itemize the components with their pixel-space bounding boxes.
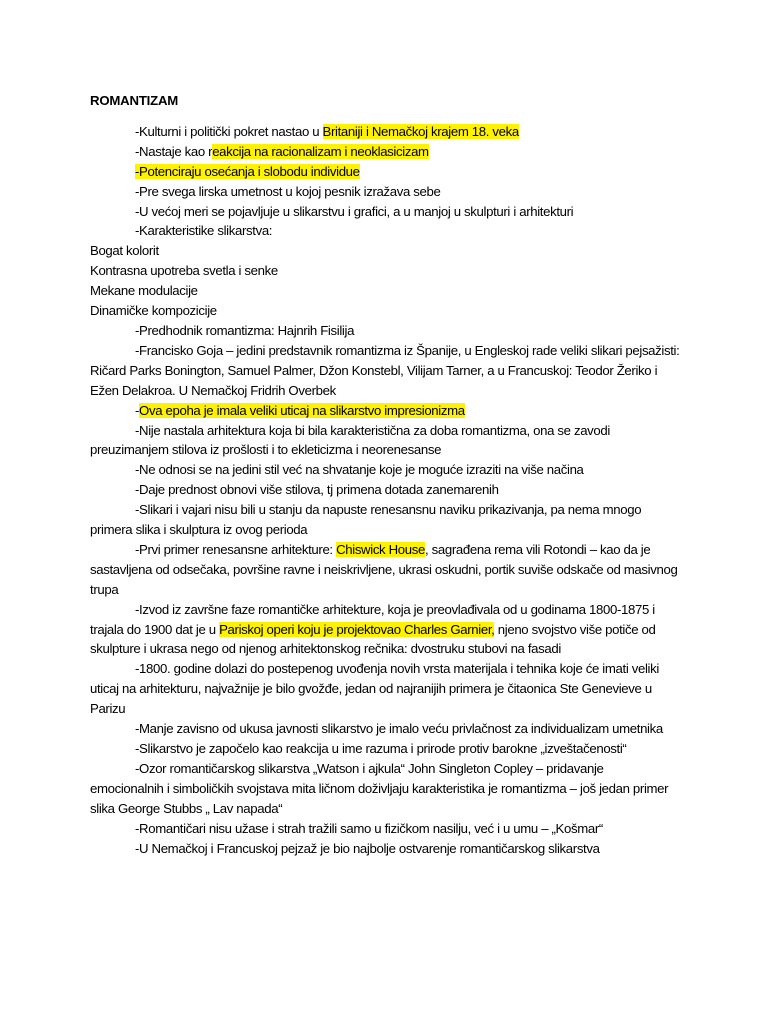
paragraph bbox=[90, 122, 680, 142]
highlighted-text: Ova epoha je imala veliki uticaj na slikarstvo impresionizma bbox=[139, 402, 465, 418]
paragraph-list bbox=[90, 122, 680, 859]
paragraph bbox=[90, 261, 680, 281]
paragraph bbox=[90, 480, 680, 500]
document-body bbox=[90, 91, 680, 858]
paragraph bbox=[90, 301, 680, 321]
paragraph-text: Mekane modulacije bbox=[90, 283, 198, 299]
paragraph bbox=[90, 540, 680, 600]
paragraph bbox=[90, 202, 680, 222]
paragraph-text: - bbox=[135, 402, 140, 418]
paragraph bbox=[90, 719, 680, 739]
paragraph bbox=[90, 142, 680, 162]
paragraph-text: -Kulturni i politički pokret nastao u bbox=[135, 123, 323, 139]
paragraph-text: -U većoj meri se pojavljuje u slikarstvu i grafici, a u manjoj u skulpturi i arhitekturi bbox=[135, 203, 574, 219]
paragraph bbox=[90, 839, 680, 859]
paragraph bbox=[90, 819, 680, 839]
paragraph-text: -Ne odnosi se na jedini stil već na shvatanje koje je moguće izraziti na više načina bbox=[135, 462, 584, 478]
paragraph-text: -Nije nastala arhitektura koja bi bila karakteristična za doba romantizma, ona se zavodi preuzimanjem stilova iz prošlosti i to ekleticizma i neorenesanse bbox=[90, 422, 610, 458]
paragraph bbox=[90, 600, 680, 660]
paragraph-text: -Romantičari nisu užase i strah tražili samo u fizičkom nasilju, već i u umu – „Košmar“ bbox=[135, 820, 603, 836]
paragraph bbox=[90, 162, 680, 182]
highlighted-text: eakcija na racionalizam i neoklasicizam bbox=[212, 143, 429, 159]
paragraph bbox=[90, 281, 680, 301]
paragraph bbox=[90, 341, 680, 401]
paragraph bbox=[90, 759, 680, 819]
paragraph bbox=[90, 221, 680, 241]
paragraph-text: -Slikari i vajari nisu bili u stanju da napuste renesansnu naviku prikazivanja, pa nema mnogo primera slika i skulptura iz ovog perioda bbox=[90, 502, 642, 538]
document-title: ROMANTIZAM bbox=[90, 93, 179, 108]
paragraph-text: -U Nemačkoj i Francuskoj pejzaž je bio najbolje ostvarenje romantičarskog slikarstva bbox=[135, 840, 600, 856]
highlighted-text: -Potenciraju osećanja i slobodu individue bbox=[135, 163, 360, 179]
paragraph-text: -Nastaje kao r bbox=[135, 143, 213, 159]
paragraph bbox=[90, 460, 680, 480]
paragraph-text: -Prvi primer renesansne arhitekture: bbox=[135, 541, 337, 557]
paragraph-text: njeno svojstvo više potiče od skulpture i ukrasa nego od njenog arhitektonskog rečnika: dvostruku stubovi na fasadi bbox=[90, 621, 656, 657]
highlighted-text: Britaniji i Nemačkoj krajem 18. veka bbox=[322, 123, 519, 139]
paragraph bbox=[90, 500, 680, 540]
paragraph-text: -Pre svega lirska umetnost u kojoj pesnik izražava sebe bbox=[135, 183, 441, 199]
paragraph-text: -Predhodnik romantizma: Hajnrih Fisilija bbox=[135, 322, 355, 338]
paragraph bbox=[90, 401, 680, 421]
paragraph-text: -Francisko Goja – jedini predstavnik romantizma iz Španije, u Engleskoj rade veliki slikari pejsažisti: Ričard Parks Bonington, Samuel Palmer, Džon Konstebl, Vilijam Tarner, a u Francuskoj: Teodor Žeriko i Ežen Delakroa. U Nemačkoj Fridrih Overbek bbox=[90, 342, 680, 398]
paragraph-text: -1800. godine dolazi do postepenog uvođenja novih vrsta materijala i tehnika koje će imati veliki uticaj na arhitekturu, najvažnije je bilo gvožđe, jedan od najranijih primera je čitaonica Ste Genevieve u Parizu bbox=[90, 661, 659, 717]
paragraph bbox=[90, 241, 680, 261]
paragraph-text: -Slikarstvo je započelo kao reakcija u ime razuma i prirode protiv barokne „izveštačenosti“ bbox=[135, 741, 627, 756]
paragraph bbox=[90, 739, 680, 759]
paragraph-text: -Manje zavisno od ukusa javnosti slikarstvo je imalo veću privlačnost za individualizam umetnika bbox=[135, 721, 663, 737]
paragraph bbox=[90, 321, 680, 341]
paragraph-text: Dinamičke kompozicije bbox=[90, 303, 217, 319]
paragraph bbox=[90, 421, 680, 461]
paragraph-text: -Ozor romantičarskog slikarstva „Watson i ajkula“ John Singleton Copley – pridavanje emocionalnih i simboličkih svojstava mita ličnom doživljaju karakteristika je romantizma – još jedan primer slika George Stubbs „ Lav napada“ bbox=[90, 760, 669, 816]
highlighted-text: Pariskoj operi koju je projektovao Charles Garnier, bbox=[219, 621, 495, 637]
paragraph bbox=[90, 182, 680, 202]
paragraph-text: Bogat kolorit bbox=[90, 243, 159, 259]
paragraph-text: Kontrasna upotreba svetla i senke bbox=[90, 263, 278, 279]
paragraph-text: -Izvod iz završne faze romantičke arhitekture, koja je preovlađivala od u godinama 1800-1875 i trajala do 1900 dat je u bbox=[90, 601, 655, 637]
paragraph-text: -Karakteristike slikarstva: bbox=[135, 223, 273, 239]
paragraph-text: , sagrađena rema vili Rotondi – kao da je sastavljena od odsečaka, površine ravne i neiskrivljene, ukrasi oskudni, portik suviše odskače od masivnog trupa bbox=[90, 541, 678, 597]
paragraph bbox=[90, 659, 680, 719]
paragraph-text: -Daje prednost obnovi više stilova, tj primena dotada zanemarenih bbox=[135, 482, 499, 498]
highlighted-text: Chiswick House bbox=[336, 541, 425, 557]
